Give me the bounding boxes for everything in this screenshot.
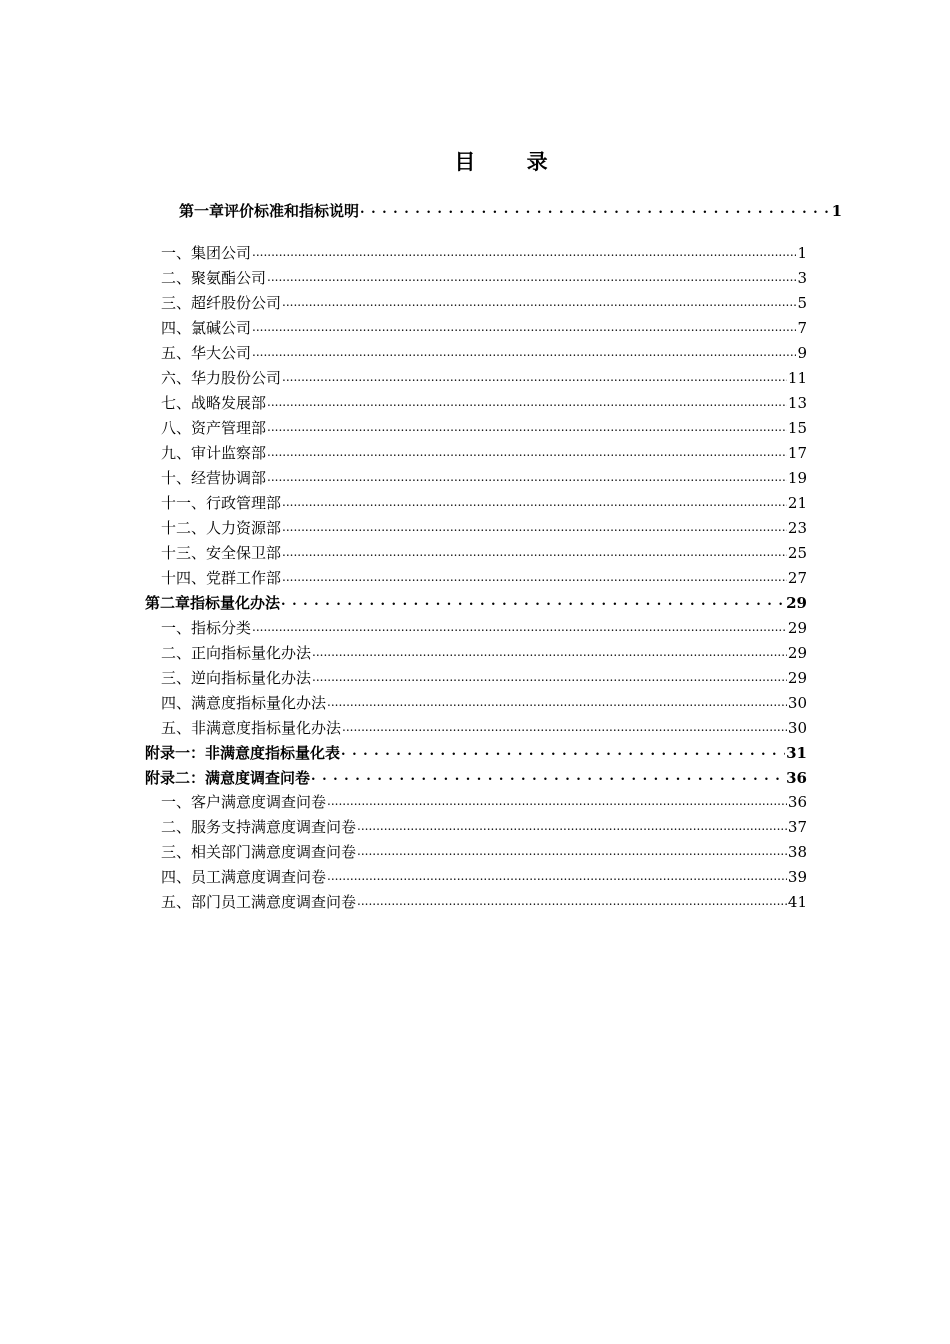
toc-entry-number: 一、 — [161, 793, 192, 811]
toc-entry[interactable] — [161, 692, 807, 714]
toc-entry-number: 附录二： — [145, 769, 206, 787]
toc-entry-number: 五、 — [161, 719, 192, 737]
toc-entry-number: 五、 — [161, 893, 192, 911]
toc-entry[interactable] — [161, 816, 807, 838]
toc-leader-dots — [282, 540, 787, 563]
toc-entry-text: 正向指标量化办法 — [191, 644, 312, 662]
toc-leader-dots — [282, 365, 787, 388]
toc-entry-number: 十二、 — [161, 519, 207, 537]
toc-entry-page: 19 — [787, 469, 807, 487]
toc-entry-page: 41 — [787, 893, 807, 911]
toc-entry-page: 21 — [787, 494, 807, 512]
toc-entry[interactable] — [161, 667, 807, 689]
toc-entry[interactable] — [161, 267, 807, 289]
toc-entry[interactable] — [161, 292, 807, 314]
toc-leader-dots — [252, 340, 796, 363]
toc-entry-chapter-1[interactable] — [179, 200, 842, 222]
toc-entry-text: 超纤股份公司 — [191, 294, 282, 312]
toc-entry[interactable] — [161, 392, 807, 414]
toc-entry-page: 29 — [786, 594, 807, 612]
toc-entry-text: 指标量化办法 — [190, 594, 281, 612]
toc-leader-dots — [267, 440, 787, 463]
toc-leader-dots — [267, 390, 787, 413]
toc-entry-text: 经营协调部 — [191, 469, 267, 487]
toc-entry-number: 十三、 — [161, 544, 207, 562]
toc-entry[interactable] — [161, 717, 807, 739]
toc-entry[interactable] — [161, 417, 807, 439]
toc-entry-page: 38 — [787, 843, 807, 861]
toc-entry-number: 五、 — [161, 344, 192, 362]
toc-entry-page: 7 — [797, 319, 807, 337]
toc-entry-number: 第二章 — [145, 594, 191, 612]
toc-entry-text: 战略发展部 — [191, 394, 267, 412]
toc-leader-dots — [282, 490, 787, 513]
toc-leader-dots — [357, 889, 787, 912]
toc-leader-dots — [312, 640, 787, 663]
toc-leader-dots — [341, 739, 785, 763]
toc-entry-page: 11 — [787, 369, 807, 387]
toc-entry-text: 满意度指标量化办法 — [191, 694, 327, 712]
toc-entry-text: 客户满意度调查问卷 — [191, 793, 327, 811]
toc-leader-dots — [267, 465, 787, 488]
toc-entry-text: 审计监察部 — [191, 444, 267, 462]
toc-entry-text: 员工满意度调查问卷 — [191, 868, 327, 886]
toc-leader-dots — [342, 715, 787, 738]
toc-entry-text: 资产管理部 — [191, 419, 267, 437]
toc-leader-dots — [252, 315, 796, 338]
toc-entry-number: 一、 — [161, 244, 192, 262]
toc-entry-number: 三、 — [161, 294, 192, 312]
toc-entry-page: 13 — [787, 394, 807, 412]
toc-entry-text: 部门员工满意度调查问卷 — [191, 893, 357, 911]
toc-leader-dots — [327, 864, 787, 887]
toc-entry-page: 36 — [786, 769, 807, 787]
toc-entry[interactable] — [161, 242, 807, 264]
toc-leader-dots — [252, 615, 787, 638]
toc-entry-page: 30 — [787, 694, 807, 712]
toc-entry-text: 逆向指标量化办法 — [191, 669, 312, 687]
toc-entry-appendix-1[interactable] — [145, 742, 807, 764]
toc-leader-dots — [267, 265, 796, 288]
toc-entry[interactable] — [161, 317, 807, 339]
toc-entry-number: 二、 — [161, 644, 192, 662]
toc-entry-text: 满意度调查问卷 — [205, 769, 311, 787]
toc-entry-page: 29 — [787, 644, 807, 662]
toc-entry-text: 行政管理部 — [206, 494, 282, 512]
toc-entry-number: 十、 — [161, 469, 192, 487]
toc-entry-appendix-2[interactable] — [145, 767, 807, 789]
toc-leader-dots — [281, 589, 785, 613]
toc-entry-page: 29 — [787, 669, 807, 687]
toc-entry[interactable] — [161, 841, 807, 863]
toc-entry-text: 指标分类 — [191, 619, 252, 637]
toc-entry-number: 二、 — [161, 269, 192, 287]
toc-entry-number: 一、 — [161, 619, 192, 637]
toc-entry[interactable] — [161, 617, 807, 639]
toc-entry-number: 九、 — [161, 444, 192, 462]
toc-entry[interactable] — [161, 542, 807, 564]
toc-leader-dots — [252, 240, 796, 263]
toc-entry-text: 人力资源部 — [206, 519, 282, 537]
toc-entry-page: 37 — [787, 818, 807, 836]
toc-entry-page: 36 — [787, 793, 807, 811]
toc-entry[interactable] — [161, 891, 807, 913]
toc-entry-number: 附录一： — [145, 744, 206, 762]
toc-entry[interactable] — [161, 866, 807, 888]
toc-leader-dots — [360, 197, 831, 221]
toc-entry-page: 30 — [787, 719, 807, 737]
toc-entry-page: 9 — [797, 344, 807, 362]
toc-entry-page: 29 — [787, 619, 807, 637]
toc-entry-number: 十一、 — [161, 494, 207, 512]
toc-entry-number: 四、 — [161, 319, 192, 337]
toc-entry-page: 27 — [787, 569, 807, 587]
toc-entry-number: 三、 — [161, 843, 192, 861]
toc-entry-text: 华大公司 — [191, 344, 252, 362]
toc-entry-text: 集团公司 — [191, 244, 252, 262]
toc-leader-dots — [282, 515, 787, 538]
toc-leader-dots — [357, 839, 787, 862]
toc-entry[interactable] — [161, 367, 807, 389]
toc-entry-number: 二、 — [161, 818, 192, 836]
toc-entry-text: 服务支持满意度调查问卷 — [191, 818, 357, 836]
toc-leader-dots — [312, 665, 787, 688]
toc-entry-page: 1 — [831, 202, 842, 220]
toc-entry-text: 党群工作部 — [206, 569, 282, 587]
toc-leader-dots — [327, 690, 787, 713]
toc-entry-text: 安全保卫部 — [206, 544, 282, 562]
toc-entry-text: 聚氨酯公司 — [191, 269, 267, 287]
toc-entry-chapter-2[interactable] — [145, 592, 807, 614]
toc-entry-number: 第一章 — [179, 202, 225, 220]
toc-entry-text: 非满意度指标量化表 — [205, 744, 341, 762]
toc-leader-dots — [357, 814, 787, 837]
toc-entry-text: 华力股份公司 — [191, 369, 282, 387]
toc-entry[interactable] — [161, 492, 807, 514]
toc-leader-dots — [282, 565, 787, 588]
toc-title: 目 录 — [454, 149, 570, 174]
toc-entry[interactable] — [161, 442, 807, 464]
toc-entry-text: 非满意度指标量化办法 — [191, 719, 342, 737]
toc-entry-number: 八、 — [161, 419, 192, 437]
toc-entry-text: 评价标准和指标说明 — [224, 202, 360, 220]
toc-entry-number: 七、 — [161, 394, 192, 412]
toc-entry-number: 六、 — [161, 369, 192, 387]
toc-entry-number: 四、 — [161, 868, 192, 886]
toc-entry-page: 17 — [787, 444, 807, 462]
toc-entry[interactable] — [161, 791, 807, 813]
toc-entry-page: 15 — [787, 419, 807, 437]
toc-leader-dots — [267, 415, 787, 438]
toc-entry-number: 四、 — [161, 694, 192, 712]
toc-entry[interactable] — [161, 342, 807, 364]
toc-entry[interactable] — [161, 517, 807, 539]
toc-entry-page: 31 — [786, 744, 807, 762]
toc-entry[interactable] — [161, 642, 807, 664]
toc-entry[interactable] — [161, 467, 807, 489]
toc-entry-page: 3 — [797, 269, 807, 287]
toc-entry-page: 23 — [787, 519, 807, 537]
toc-entry-page: 25 — [787, 544, 807, 562]
toc-entry-number: 十四、 — [161, 569, 207, 587]
toc-entry-text: 氯碱公司 — [191, 319, 252, 337]
toc-entry-text: 相关部门满意度调查问卷 — [191, 843, 357, 861]
toc-entry-page: 39 — [787, 868, 807, 886]
toc-entry[interactable] — [161, 567, 807, 589]
toc-leader-dots — [311, 764, 785, 788]
toc-entry-number: 三、 — [161, 669, 192, 687]
toc-leader-dots — [282, 290, 796, 313]
toc-leader-dots — [327, 789, 787, 812]
toc-entry-page: 5 — [797, 294, 807, 312]
toc-entry-page: 1 — [797, 244, 807, 262]
